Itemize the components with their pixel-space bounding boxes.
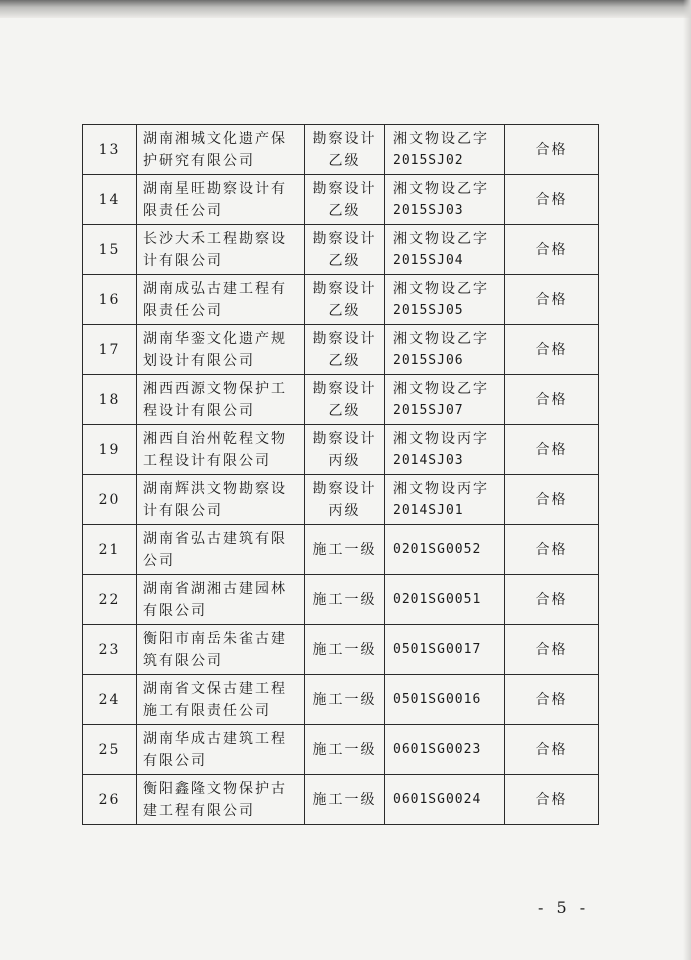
certificate-number-line: 湘文物设丙字 <box>393 480 489 497</box>
certificate-number <box>385 425 505 475</box>
certificate-number-line: 2015SJ07 <box>393 402 464 418</box>
inspection-result: 合格 <box>505 525 599 575</box>
company-name-line: 划设计有限公司 <box>143 352 255 369</box>
company-name <box>137 275 305 325</box>
qualification-level <box>305 525 385 575</box>
row-number: 13 <box>83 125 137 175</box>
table-row <box>83 325 599 375</box>
company-name-line: 湖南省湖湘古建园林 <box>143 580 287 597</box>
qualification-level <box>305 675 385 725</box>
qualification-level-line: 丙级 <box>328 452 361 469</box>
company-name <box>137 175 305 225</box>
company-name-line: 计有限公司 <box>143 252 223 269</box>
company-name-line: 护研究有限公司 <box>143 152 255 169</box>
company-name-line: 湖南成弘古建工程有 <box>143 280 287 297</box>
row-number: 16 <box>83 275 137 325</box>
qualification-level <box>305 175 385 225</box>
qualification-level-line: 勘察设计 <box>312 130 377 147</box>
company-name-line: 长沙大禾工程勘察设 <box>143 230 287 247</box>
company-name-line: 筑有限公司 <box>143 652 223 669</box>
qualification-level-line: 乙级 <box>328 302 361 319</box>
qualification-level <box>305 625 385 675</box>
qualification-level-line: 勘察设计 <box>312 480 377 497</box>
company-name <box>137 475 305 525</box>
company-name <box>137 375 305 425</box>
qualification-level-line: 施工一级 <box>312 741 377 758</box>
company-name <box>137 575 305 625</box>
table-row <box>83 525 599 575</box>
table-row <box>83 425 599 475</box>
certificate-number <box>385 325 505 375</box>
inspection-result: 合格 <box>505 775 599 825</box>
scan-right-edge <box>683 0 691 960</box>
inspection-result: 合格 <box>505 425 599 475</box>
qualification-level-line: 乙级 <box>328 252 361 269</box>
certificate-number-line: 0601SG0024 <box>393 791 482 807</box>
row-number: 23 <box>83 625 137 675</box>
company-name-line: 湖南星旺勘察设计有 <box>143 180 287 197</box>
qualification-level <box>305 425 385 475</box>
company-name <box>137 325 305 375</box>
certificate-number-line: 0501SG0016 <box>393 691 482 707</box>
qualification-level-line: 施工一级 <box>312 691 377 708</box>
row-number: 15 <box>83 225 137 275</box>
company-name <box>137 525 305 575</box>
inspection-result: 合格 <box>505 375 599 425</box>
company-name <box>137 775 305 825</box>
company-name <box>137 625 305 675</box>
row-number: 14 <box>83 175 137 225</box>
certificate-number <box>385 575 505 625</box>
certificate-number-line: 0201SG0052 <box>393 541 482 557</box>
company-name-line: 湖南华銮文化遗产规 <box>143 330 287 347</box>
qualification-level-line: 勘察设计 <box>312 280 377 297</box>
row-number: 18 <box>83 375 137 425</box>
table-row <box>83 175 599 225</box>
company-name-line: 工程设计有限公司 <box>143 452 271 469</box>
qualification-level-line: 乙级 <box>328 202 361 219</box>
certificate-number <box>385 775 505 825</box>
certificate-number <box>385 675 505 725</box>
certificate-number <box>385 525 505 575</box>
inspection-result: 合格 <box>505 675 599 725</box>
qualification-level-line: 勘察设计 <box>312 230 377 247</box>
inspection-result: 合格 <box>505 325 599 375</box>
qualification-level <box>305 125 385 175</box>
qualification-level <box>305 275 385 325</box>
certificate-number-line: 2015SJ02 <box>393 152 464 168</box>
company-name <box>137 425 305 475</box>
qualification-level-line: 勘察设计 <box>312 180 377 197</box>
row-number: 19 <box>83 425 137 475</box>
company-name-line: 湖南湘城文化遗产保 <box>143 130 287 147</box>
qualification-level-line: 施工一级 <box>312 591 377 608</box>
company-name-line: 公司 <box>143 552 175 569</box>
company-name <box>137 125 305 175</box>
company-name-line: 有限公司 <box>143 752 207 769</box>
certificate-number-line: 湘文物设乙字 <box>393 230 489 247</box>
inspection-result: 合格 <box>505 575 599 625</box>
qualification-level-line: 乙级 <box>328 352 361 369</box>
company-name-line: 衡阳市南岳朱雀古建 <box>143 630 287 647</box>
table-row <box>83 775 599 825</box>
scan-top-shadow <box>0 0 691 18</box>
inspection-result: 合格 <box>505 625 599 675</box>
row-number: 26 <box>83 775 137 825</box>
certificate-number-line: 2015SJ04 <box>393 252 464 268</box>
company-name-line: 湖南省文保古建工程 <box>143 680 287 697</box>
certificate-number-line: 湘文物设丙字 <box>393 430 489 447</box>
inspection-result: 合格 <box>505 175 599 225</box>
table-row <box>83 725 599 775</box>
qualification-level <box>305 475 385 525</box>
certificate-number <box>385 275 505 325</box>
company-name-line: 限责任公司 <box>143 202 223 219</box>
company-name-line: 衡阳鑫隆文物保护古 <box>143 780 287 797</box>
row-number: 24 <box>83 675 137 725</box>
company-name-line: 程设计有限公司 <box>143 402 255 419</box>
qualification-level <box>305 325 385 375</box>
certificate-number <box>385 225 505 275</box>
certificate-number-line: 2015SJ05 <box>393 302 464 318</box>
qualification-level-line: 施工一级 <box>312 791 377 808</box>
table-row <box>83 475 599 525</box>
qualification-level-line: 丙级 <box>328 502 361 519</box>
table-row <box>83 275 599 325</box>
inspection-result: 合格 <box>505 225 599 275</box>
inspection-result: 合格 <box>505 475 599 525</box>
company-name-line: 湘西自治州乾程文物 <box>143 430 287 447</box>
qualification-level-line: 施工一级 <box>312 641 377 658</box>
certificate-number <box>385 475 505 525</box>
table-row <box>83 125 599 175</box>
certificate-number <box>385 625 505 675</box>
row-number: 22 <box>83 575 137 625</box>
qualification-level-line: 勘察设计 <box>312 380 377 397</box>
qualification-level-line: 乙级 <box>328 402 361 419</box>
inspection-result: 合格 <box>505 725 599 775</box>
qualification-level <box>305 775 385 825</box>
certificate-number-line: 2014SJ01 <box>393 502 464 518</box>
row-number: 25 <box>83 725 137 775</box>
certificate-number-line: 2015SJ03 <box>393 202 464 218</box>
qualification-level-line: 勘察设计 <box>312 430 377 447</box>
certificate-number-line: 湘文物设乙字 <box>393 280 489 297</box>
certificate-number-line: 2014SJ03 <box>393 452 464 468</box>
table-row <box>83 675 599 725</box>
qualification-level <box>305 725 385 775</box>
table-body <box>83 125 599 825</box>
certificate-number-line: 湘文物设乙字 <box>393 330 489 347</box>
table-row <box>83 375 599 425</box>
qualification-level <box>305 225 385 275</box>
certificate-number-line: 湘文物设乙字 <box>393 180 489 197</box>
qualification-level <box>305 575 385 625</box>
company-name <box>137 225 305 275</box>
company-name-line: 湘西西源文物保护工 <box>143 380 287 397</box>
company-name-line: 施工有限责任公司 <box>143 702 271 719</box>
row-number: 20 <box>83 475 137 525</box>
page-number: - 5 - <box>538 898 590 917</box>
company-name-line: 湖南辉洪文物勘察设 <box>143 480 287 497</box>
certificate-number-line: 湘文物设乙字 <box>393 130 489 147</box>
company-name-line: 湖南华成古建筑工程 <box>143 730 287 747</box>
inspection-result: 合格 <box>505 125 599 175</box>
row-number: 17 <box>83 325 137 375</box>
certificate-number-line: 0501SG0017 <box>393 641 482 657</box>
certificate-number <box>385 725 505 775</box>
certificate-number <box>385 375 505 425</box>
qualification-level <box>305 375 385 425</box>
table-row <box>83 225 599 275</box>
certificate-number-line: 湘文物设乙字 <box>393 380 489 397</box>
certificate-number <box>385 125 505 175</box>
company-name-line: 计有限公司 <box>143 502 223 519</box>
certificate-number-line: 2015SJ06 <box>393 352 464 368</box>
certificate-number <box>385 175 505 225</box>
company-name <box>137 675 305 725</box>
table-row <box>83 575 599 625</box>
qualification-level-line: 勘察设计 <box>312 330 377 347</box>
company-name-line: 有限公司 <box>143 602 207 619</box>
certificate-number-line: 0601SG0023 <box>393 741 482 757</box>
inspection-result: 合格 <box>505 275 599 325</box>
qualification-level-line: 施工一级 <box>312 541 377 558</box>
company-name <box>137 725 305 775</box>
qualification-table <box>82 124 599 825</box>
row-number: 21 <box>83 525 137 575</box>
table-row <box>83 625 599 675</box>
qualification-level-line: 乙级 <box>328 152 361 169</box>
certificate-number-line: 0201SG0051 <box>393 591 482 607</box>
company-name-line: 湖南省弘古建筑有限 <box>143 530 287 547</box>
company-name-line: 建工程有限公司 <box>143 802 255 819</box>
company-name-line: 限责任公司 <box>143 302 223 319</box>
